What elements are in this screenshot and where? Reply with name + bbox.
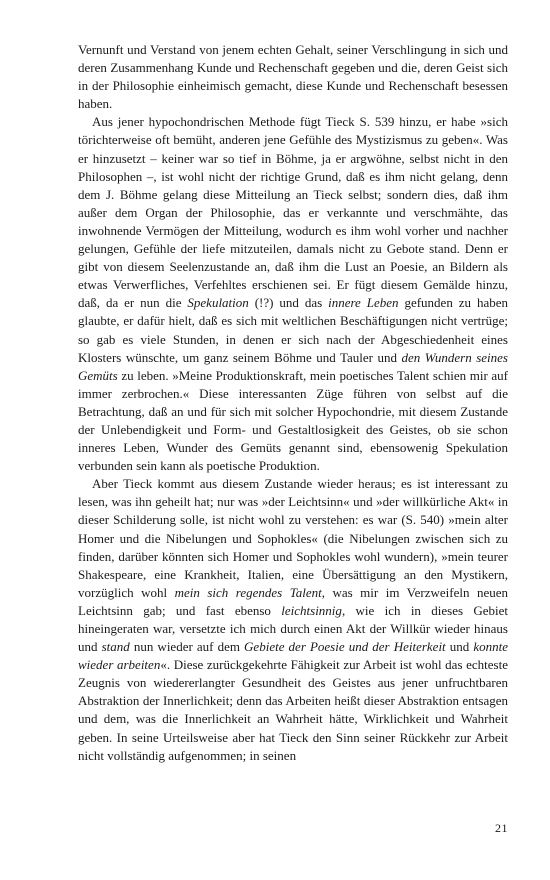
text-run: zu leben. »Meine Produktionskraft, mein poetisches Talent schien mir auf immer zerbrochen.« Diese interessanten Züge führen von selbst auf die Betrachtung, daß an und für sich mit solcher Hypochondrie, mit diesem Zustande der Unlebendigkeit und Form- und Gestaltlosigkeit des Geistes, ob sie schon inneres Leben, Wunder des Gemüts genannt sind, ebensowenig Spekulation verbunden sein kann als poetische Produktion. xyxy=(78,367,508,474)
text-run: Aber Tieck kommt aus diesem Zustande wieder heraus; es ist interessant zu lesen, was ihn geheilt hat; nur was »der Leichtsinn« und »der willkürliche Akt« in dieser Schilderung solle, ist nicht wohl zu verstehen: es war (S. 540) »mein alter Homer und die Nibelungen und Sophokles« (die Nibelungen zwischen sich zu finden, darüber könnten sich Homer und Sophokles wohl wundern), »mein teurer Shakespeare, eine Krankheit, Italien, eine Übersättigung an den Mystikern, vorzüglich wohl xyxy=(78,476,508,600)
paragraph xyxy=(78,475,508,765)
text-run: nun wieder auf dem xyxy=(129,639,245,655)
italic-text: innere Leben xyxy=(328,295,399,311)
body-text xyxy=(78,41,508,765)
italic-text: leichtsinnig xyxy=(281,602,342,618)
text-run: gefunden zu haben glaubte, er dafür hielt, daß es sich mit weltlichen Beschäftigungen nicht vertrüge; so gab es viele Stunden, in denen er sich nach der Abgeschiedenheit eines Klosters wünschte, um ganz seinem Böhme und Tauler und xyxy=(78,295,508,365)
italic-text: den Wundern seines Gemüts xyxy=(78,349,508,383)
italic-text: stand xyxy=(101,639,130,655)
text-run: und xyxy=(445,639,474,655)
page-number: 21 xyxy=(495,821,508,835)
italic-text: mein sich regendes Talent xyxy=(174,584,322,600)
text-run: Aus jener hypochondrischen Methode fügt Tieck S. 539 hinzu, er habe »sich törichterweise oft bemüht, anderen jene Gefühle des Mystizismus zu geben«. Was er hinzusetzt – keiner war so tief in Böhme, ja er argwöhne, selbst nicht in den Philosophen –, ist wohl nicht der richtige Grund, daß es ihm nicht gelang, denn dem J. Böhme gelang diese Mitteilung an Tieck selbst; sondern dies, daß ihm außer dem Organ der Philosophie, das er verkannte und verschmähte, das inwohnende Vermögen der Mitteilung, wodurch es ihm wohl vorher und nachher gelungen, Gefühle der liefe mitzuteilen, damals nicht zu Gebote stand. Denn er gibt von diesem Seelenzustande an, daß ihm die Lust an Poesie, an Bildern als etwas Verwerfliches, Verfehltes erschienen sei. Er fügt diesem Gemälde hinzu, daß, da er nun die xyxy=(78,114,508,311)
paragraph xyxy=(78,41,508,113)
italic-text: konnte wieder arbeiten xyxy=(78,639,509,673)
text-run: , wie ich in dieses Gebiet hineingeraten war, versetzte ich mich durch einen Akt der Willkür wieder hinaus und xyxy=(78,602,508,655)
text-run: Vernunft und Verstand von jenem echten Gehalt, seiner Verschlingung in sich und deren Zusammenhang Kunde und Rechenschaft gegeben und die, deren Geist sich in der Philosophie einheimisch gemacht, diese Kunde und Rechenschaft besessen haben. xyxy=(78,42,508,112)
italic-text: Spekulation xyxy=(187,295,249,311)
paragraph xyxy=(78,113,508,475)
text-run: «. Diese zurückgekehrte Fähigkeit zur Arbeit ist wohl das echteste Zeugnis von wiedererlangter Gesundheit des Geistes aus jener unfruchtbaren Abstraktion der Innerlichkeit; denn das Arbeiten heißt dieser Abstraktion entsagen und dem, was die Innerlichkeit an Wahrheit hätte, Wirklichkeit und Wahrheit geben. In seine Urteilsweise aber hat Tieck den Sinn seiner Rückkehr zur Arbeit nicht vollständig aufgenommen; in seinen xyxy=(78,657,508,763)
italic-text: Gebiete der Poesie und der Heiterkeit xyxy=(244,639,446,655)
text-run: , was mir im Verzweifeln neuen Leichtsinn gab; und fast ebenso xyxy=(78,584,509,618)
text-run: (!?) und das xyxy=(248,295,329,311)
